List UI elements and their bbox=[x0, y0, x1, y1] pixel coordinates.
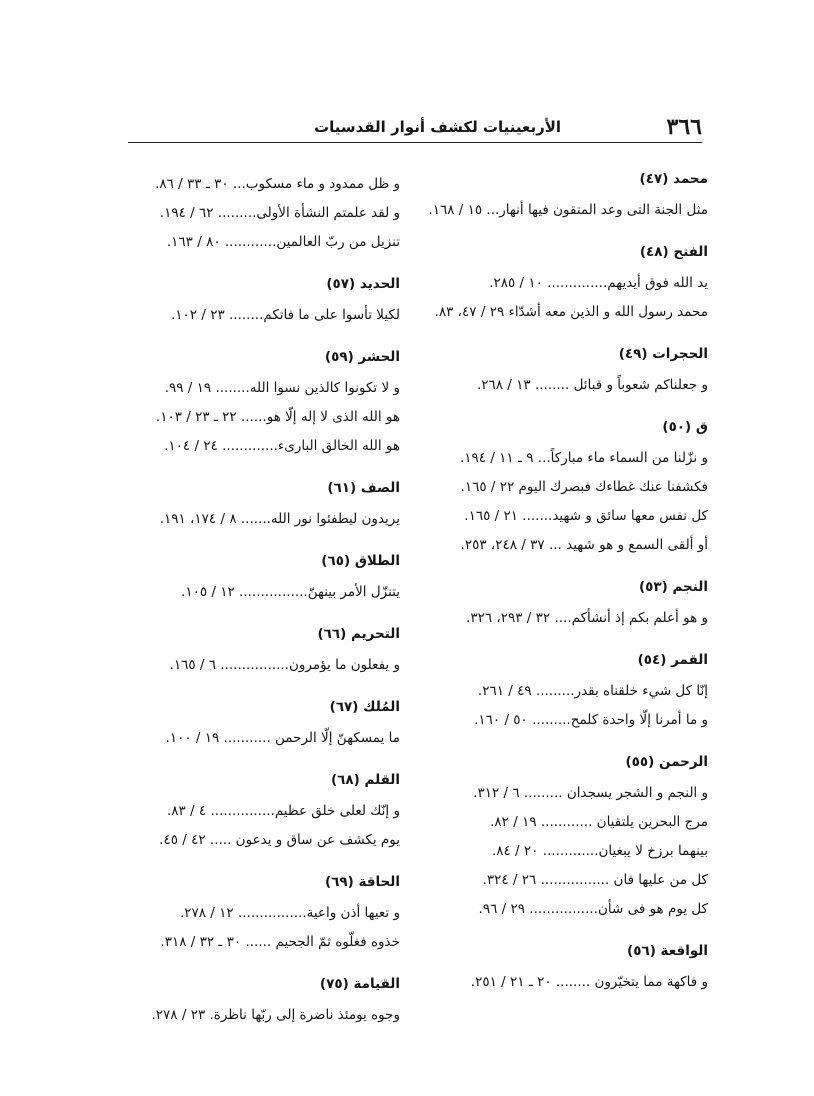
verse-entry: و لا تكونوا كالذين نسوا الله........ ١٩ / ٩٩. bbox=[164, 380, 400, 396]
verse-entry: محمد رسول الله و الذين معه أشدّاء ٢٩ / ٤٧، ٨٣. bbox=[434, 304, 708, 320]
surah-heading: الرحمن (٥٥) bbox=[625, 754, 708, 770]
verse-entry: ما يمسكهنّ إلّا الرحمن ........... ١٩ / ١٠٠. bbox=[165, 730, 400, 746]
running-title: الأربعينيات لكشف أنوار القدسيات bbox=[314, 118, 562, 136]
surah-heading: التحريم (٦٦) bbox=[317, 626, 400, 642]
surah-section bbox=[118, 696, 400, 753]
surah-section bbox=[434, 241, 708, 327]
verse-entry: إنّا كل شيء خلقناه بقدر......... ٤٩ / ٢٦١. bbox=[477, 683, 708, 699]
verse-entry: يد الله فوق أيديهم.............. ١٠ / ٢٨٥. bbox=[489, 275, 708, 291]
verse-entry: أو ألقى السمع و هو شهيد ... ٣٧ / ٢٤٨، ٢٥٣. bbox=[460, 537, 708, 553]
surah-section bbox=[118, 346, 400, 461]
verse-entry: فكشفنا عنك غطاءك فبصرك اليوم ٢٢ / ١٦٥. bbox=[460, 479, 708, 495]
verse-entry: و ظل ممدود و ماء مسكوب... ٣٠ ـ ٣٣ / ٨٦. bbox=[155, 176, 400, 192]
surah-heading: النجم (٥٣) bbox=[638, 579, 708, 595]
surah-heading: الحجرات (٤٩) bbox=[618, 346, 708, 362]
right-column bbox=[428, 168, 708, 1013]
surah-heading: الحاقة (٦٩) bbox=[324, 874, 400, 890]
verse-entry: هو الله الذى لا إله إلّا هو...... ٢٢ ـ ٢٣ / ١٠٣. bbox=[155, 409, 400, 425]
verse-entry: كل يوم هو فى شأن................ ٢٩ / ٩٦. bbox=[478, 901, 708, 917]
surah-section bbox=[438, 649, 708, 735]
verse-entry: و هو أعلم بكم إذ أنشأكم.... ٣٢ / ٢٩٣، ٣٢٦. bbox=[466, 610, 708, 626]
surah-heading: ق (٥٠) bbox=[662, 419, 708, 435]
surah-section bbox=[118, 550, 400, 607]
verse-entry: وجوه يومئذ ناضرة إلى ربّها ناظرة. ٢٣ / ٢٧٨. bbox=[151, 1007, 400, 1023]
surah-section bbox=[118, 170, 400, 257]
verse-entry: و يفعلون ما يؤمرون................ ٦ / ١٦٥. bbox=[169, 657, 400, 673]
verse-entry: و جعلناكم شعوباً و قبائل ........ ١٣ / ٢٦٨. bbox=[476, 377, 708, 393]
surah-heading: الواقعة (٥٦) bbox=[627, 943, 708, 959]
verse-entry: كل من عليها فان ................ ٢٦ / ٣٢٤. bbox=[482, 872, 708, 888]
surah-section bbox=[438, 751, 708, 924]
surah-section bbox=[118, 273, 400, 330]
left-column bbox=[118, 170, 400, 1046]
verse-entry: خذوه فغلّوه ثمّ الجحيم ...... ٣٠ ـ ٣٢ / ٣١٨. bbox=[160, 934, 400, 950]
verse-entry: و إنّك لعلى خلق عظيم............... ٤ / ٨٣. bbox=[166, 803, 400, 819]
verse-entry: لكيلا تأسوا على ما فاتكم........ ٢٣ / ١٠٢. bbox=[171, 307, 400, 323]
surah-heading: القمر (٥٤) bbox=[637, 652, 708, 668]
surah-heading: القيامة (٧٥) bbox=[319, 976, 400, 992]
surah-section bbox=[438, 416, 708, 560]
verse-entry: يريدون ليطفئوا نور الله....... ٨ / ١٧٤، ١٩١. bbox=[159, 511, 400, 527]
verse-entry: و فاكهة مما يتخيّرون ........ ٢٠ ـ ٢١ / ٢٥١. bbox=[470, 974, 708, 990]
verse-entry: كل نفس معها سائق و شهيد....... ٢١ / ١٦٥. bbox=[464, 508, 708, 524]
surah-section bbox=[438, 576, 708, 633]
verse-entry: بينهما برزخ لا يبغيان............. ٢٠ / ٨٤. bbox=[491, 843, 708, 859]
verse-entry: و النجم و الشجر يسجدان ......... ٦ / ٣١٢. bbox=[473, 785, 708, 801]
surah-section bbox=[118, 623, 400, 680]
surah-section bbox=[438, 940, 708, 997]
surah-heading: محمد (٤٧) bbox=[639, 171, 708, 187]
verse-entry: و نزّلنا من السماء ماء مباركاً... ٩ ـ ١١ / ١٩٤. bbox=[459, 450, 708, 466]
surah-heading: الفتح (٤٨) bbox=[639, 244, 708, 260]
verse-entry: و تعيها أذن واعية................ ١٢ / ٢٧٨. bbox=[179, 905, 400, 921]
page-number: ٣٦٦ bbox=[666, 114, 702, 140]
verse-entry: هو الله الخالق البارىء............. ٢٤ / ١٠٤. bbox=[164, 438, 400, 454]
surah-heading: الطلاق (٦٥) bbox=[321, 553, 400, 569]
surah-section bbox=[118, 973, 400, 1030]
verse-entry: يتنزّل الأمر بينهنّ................ ١٢ / ١٠٥. bbox=[181, 584, 400, 600]
surah-section bbox=[438, 343, 708, 400]
surah-heading: المُلك (٦٧) bbox=[329, 699, 400, 715]
verse-entry: تنزيل من ربّ العالمين............ ٨٠ / ١٦٣. bbox=[166, 234, 400, 250]
surah-heading: القلم (٦٨) bbox=[330, 772, 400, 788]
surah-section bbox=[118, 769, 400, 855]
surah-heading: الحديد (٥٧) bbox=[326, 276, 400, 292]
verse-entry: مرج البحرين يلتقيان ............ ١٩ / ٨٢. bbox=[490, 814, 708, 830]
verse-entry: و ما أمرنا إلّا واحدة كلمح......... ٥٠ / ١٦٠. bbox=[474, 712, 708, 728]
surah-section bbox=[118, 871, 400, 957]
surah-heading: الحشر (٥٩) bbox=[324, 349, 400, 365]
surah-heading: الصف (٦١) bbox=[327, 480, 400, 496]
verse-entry: مثل الجنة التى وعد المتقون فيها أنهار... ١٥ / ١٦٨. bbox=[428, 202, 708, 218]
surah-section bbox=[118, 477, 400, 534]
verse-entry: و لقد علمتم النشأة الأولى......... ٦٢ / ١٩٤. bbox=[159, 205, 400, 221]
verse-entry: يوم يكشف عن ساق و يدعون ..... ٤٢ / ٤٥. bbox=[159, 832, 400, 848]
surah-section bbox=[428, 168, 708, 225]
page-header bbox=[128, 112, 702, 143]
